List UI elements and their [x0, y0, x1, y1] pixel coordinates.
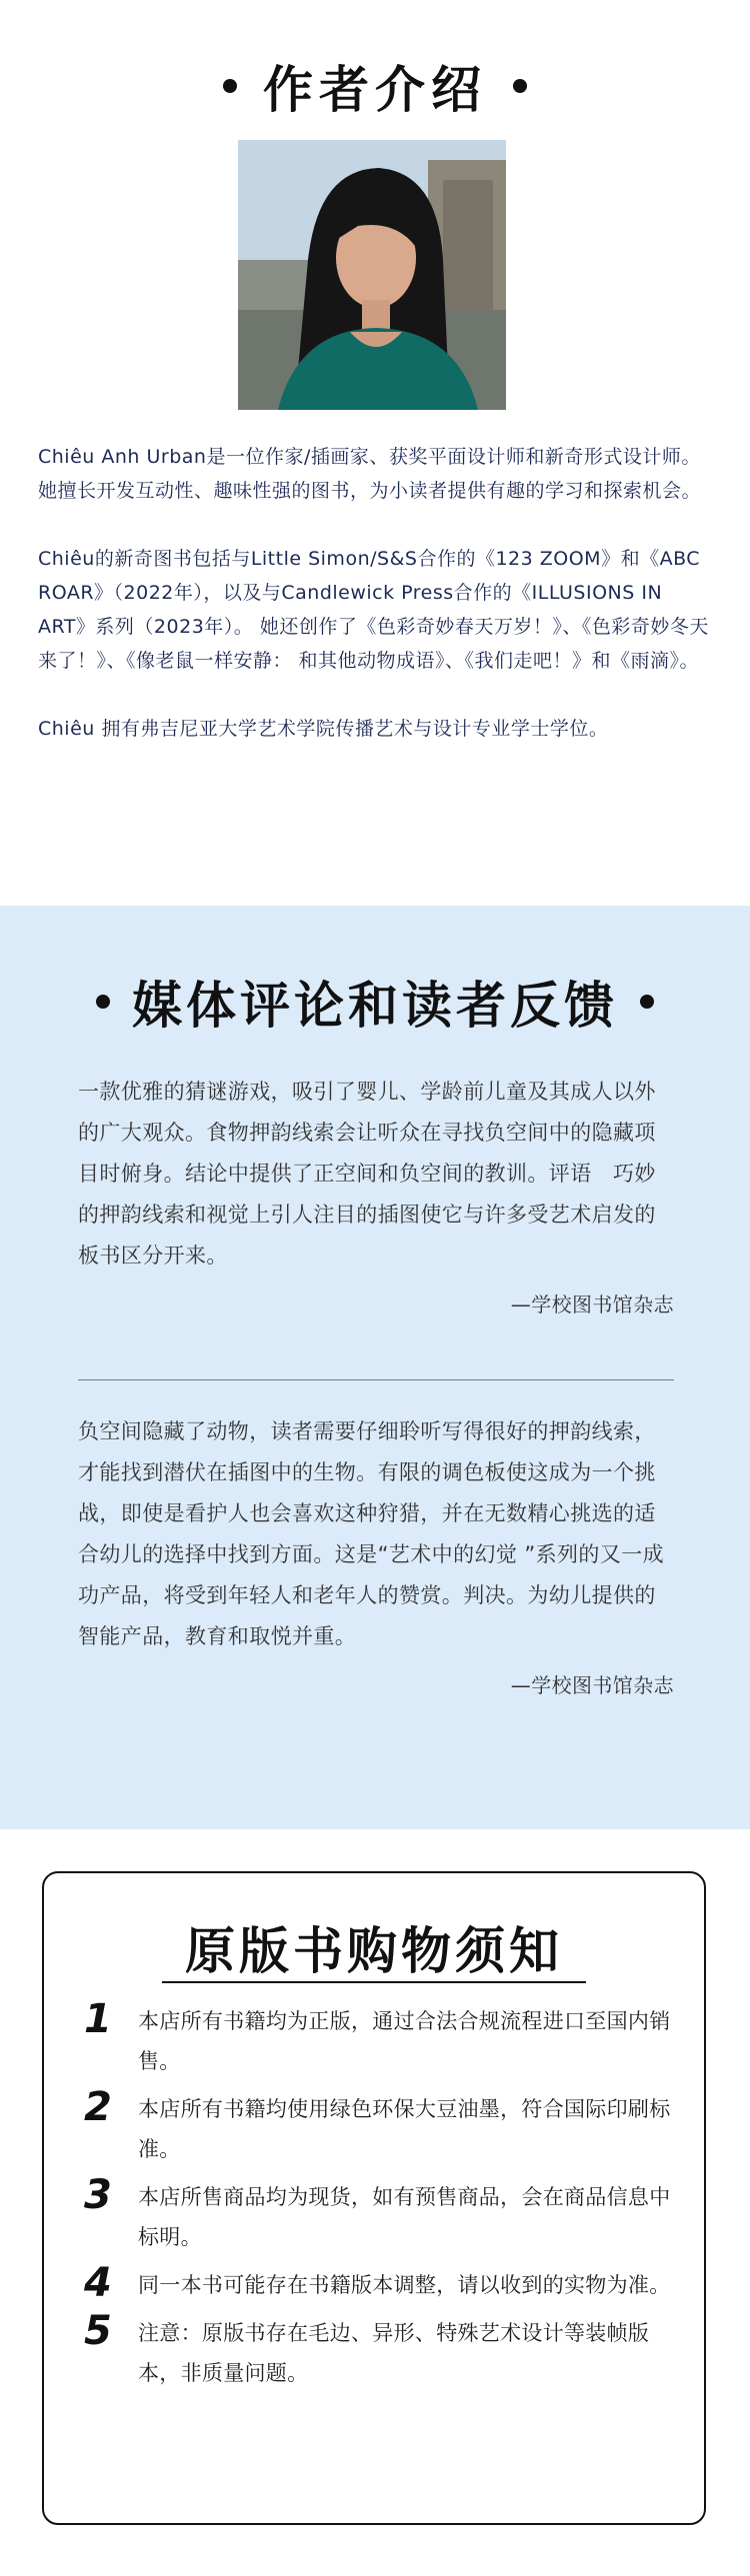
- title-dot-right: [640, 995, 654, 1009]
- author-bio-paragraph: Chiêu 拥有弗吉尼亚大学艺术学院传播艺术与设计专业学士学位。: [38, 718, 609, 740]
- title-dot-left: [96, 995, 110, 1009]
- notice-item: [84, 1996, 674, 2081]
- notice-item: [84, 2260, 674, 2306]
- review-text: 负空间隐藏了动物，读者需要仔细聆听写得很好的押韵线索，才能找到潜伏在插图中的生物。有限的调色板使这成为一个挑战，即使是看护人也会喜欢这种狩猎，并在无数精心挑选的适合幼儿的选择中找到方面。这是“艺术中的幻觉 ”系列的又一成功产品，将受到年轻人和老年人的赞赏。判决。为幼儿提供的智能产品，教育和取悦并重。: [78, 1419, 665, 1648]
- author-section-title: [0, 50, 750, 122]
- author-bio-paragraph: Chiêu Anh Urban是一位作家/插画家、获奖平面设计师和新奇形式设计师。 她擅长开发互动性、趣味性强的图书，为小读者提供有趣的学习和探索机会。: [38, 446, 702, 502]
- author-title-text: 作者介绍: [263, 61, 487, 119]
- notice-title-underline: [162, 1981, 586, 1983]
- notice-item-text: 本店所有书籍均为正版，通过合法合规流程进口至国内销售。: [138, 2009, 671, 2073]
- notice-item-number: 4: [84, 2260, 113, 2306]
- notice-item-number: 5: [84, 2308, 113, 2354]
- reviews-title-text: 媒体评论和读者反馈: [132, 977, 618, 1035]
- author-portrait-image: [238, 140, 506, 410]
- review-source: —学校图书馆杂志: [510, 1673, 674, 1697]
- reviews-section-title: [0, 966, 750, 1038]
- title-dot-left: [223, 79, 237, 93]
- title-dot-right: [513, 79, 527, 93]
- author-bio: [38, 440, 714, 780]
- review-text: 一款优雅的猜谜游戏，吸引了婴儿、学龄前儿童及其成人以外的广大观众。食物押韵线索会让听众在寻找负空间中的隐藏项目时俯身。结论中提供了正空间和负空间的教训。评语 巧妙的押韵线索和视觉上引人注目的插图使它与许多受艺术启发的板书区分开来。: [78, 1080, 656, 1268]
- author-section: [0, 0, 750, 906]
- notice-item: [84, 2308, 674, 2393]
- review-source: —学校图书馆杂志: [510, 1292, 674, 1316]
- author-photo: [238, 140, 506, 410]
- notice-item-text: 注意：原版书存在毛边、异形、特殊艺术设计等装帧版本，非质量问题。: [138, 2321, 650, 2385]
- notice-item: [84, 2084, 674, 2169]
- notice-item-number: 3: [84, 2172, 113, 2218]
- review-divider: [78, 1379, 674, 1380]
- reviews-section: [0, 906, 750, 1829]
- notice-item-text: 本店所售商品均为现货，如有预售商品，会在商品信息中标明。: [138, 2185, 671, 2249]
- review-item: [78, 1411, 674, 1706]
- notice-item: [84, 2172, 674, 2257]
- review-item: [78, 1072, 674, 1325]
- notice-item-number: 1: [84, 1996, 113, 2042]
- shopping-notice-box: [42, 1871, 706, 2525]
- author-bio-paragraph: Chiêu的新奇图书包括与Little Simon/S&S合作的《123 ZOOM》和《ABC ROAR》（2022年），以及与Candlewick Press合作的《ILLUSIONS IN ART》系列（2023年）。 她还创作了《色彩奇妙春天万岁！》、《色彩奇妙冬天来了！》、《像老鼠一样安静： 和其他动物成语》、《我们走吧！》和《雨滴》。: [38, 548, 709, 672]
- notice-item-text: 同一本书可能存在书籍版本调整，请以收到的实物为准。: [138, 2273, 671, 2297]
- notice-item-number: 2: [84, 2084, 113, 2130]
- notice-title: 原版书购物须知: [185, 1922, 563, 1980]
- notice-item-text: 本店所有书籍均使用绿色环保大豆油墨，符合国际印刷标准。: [138, 2097, 671, 2161]
- notice-list: [84, 1996, 674, 2401]
